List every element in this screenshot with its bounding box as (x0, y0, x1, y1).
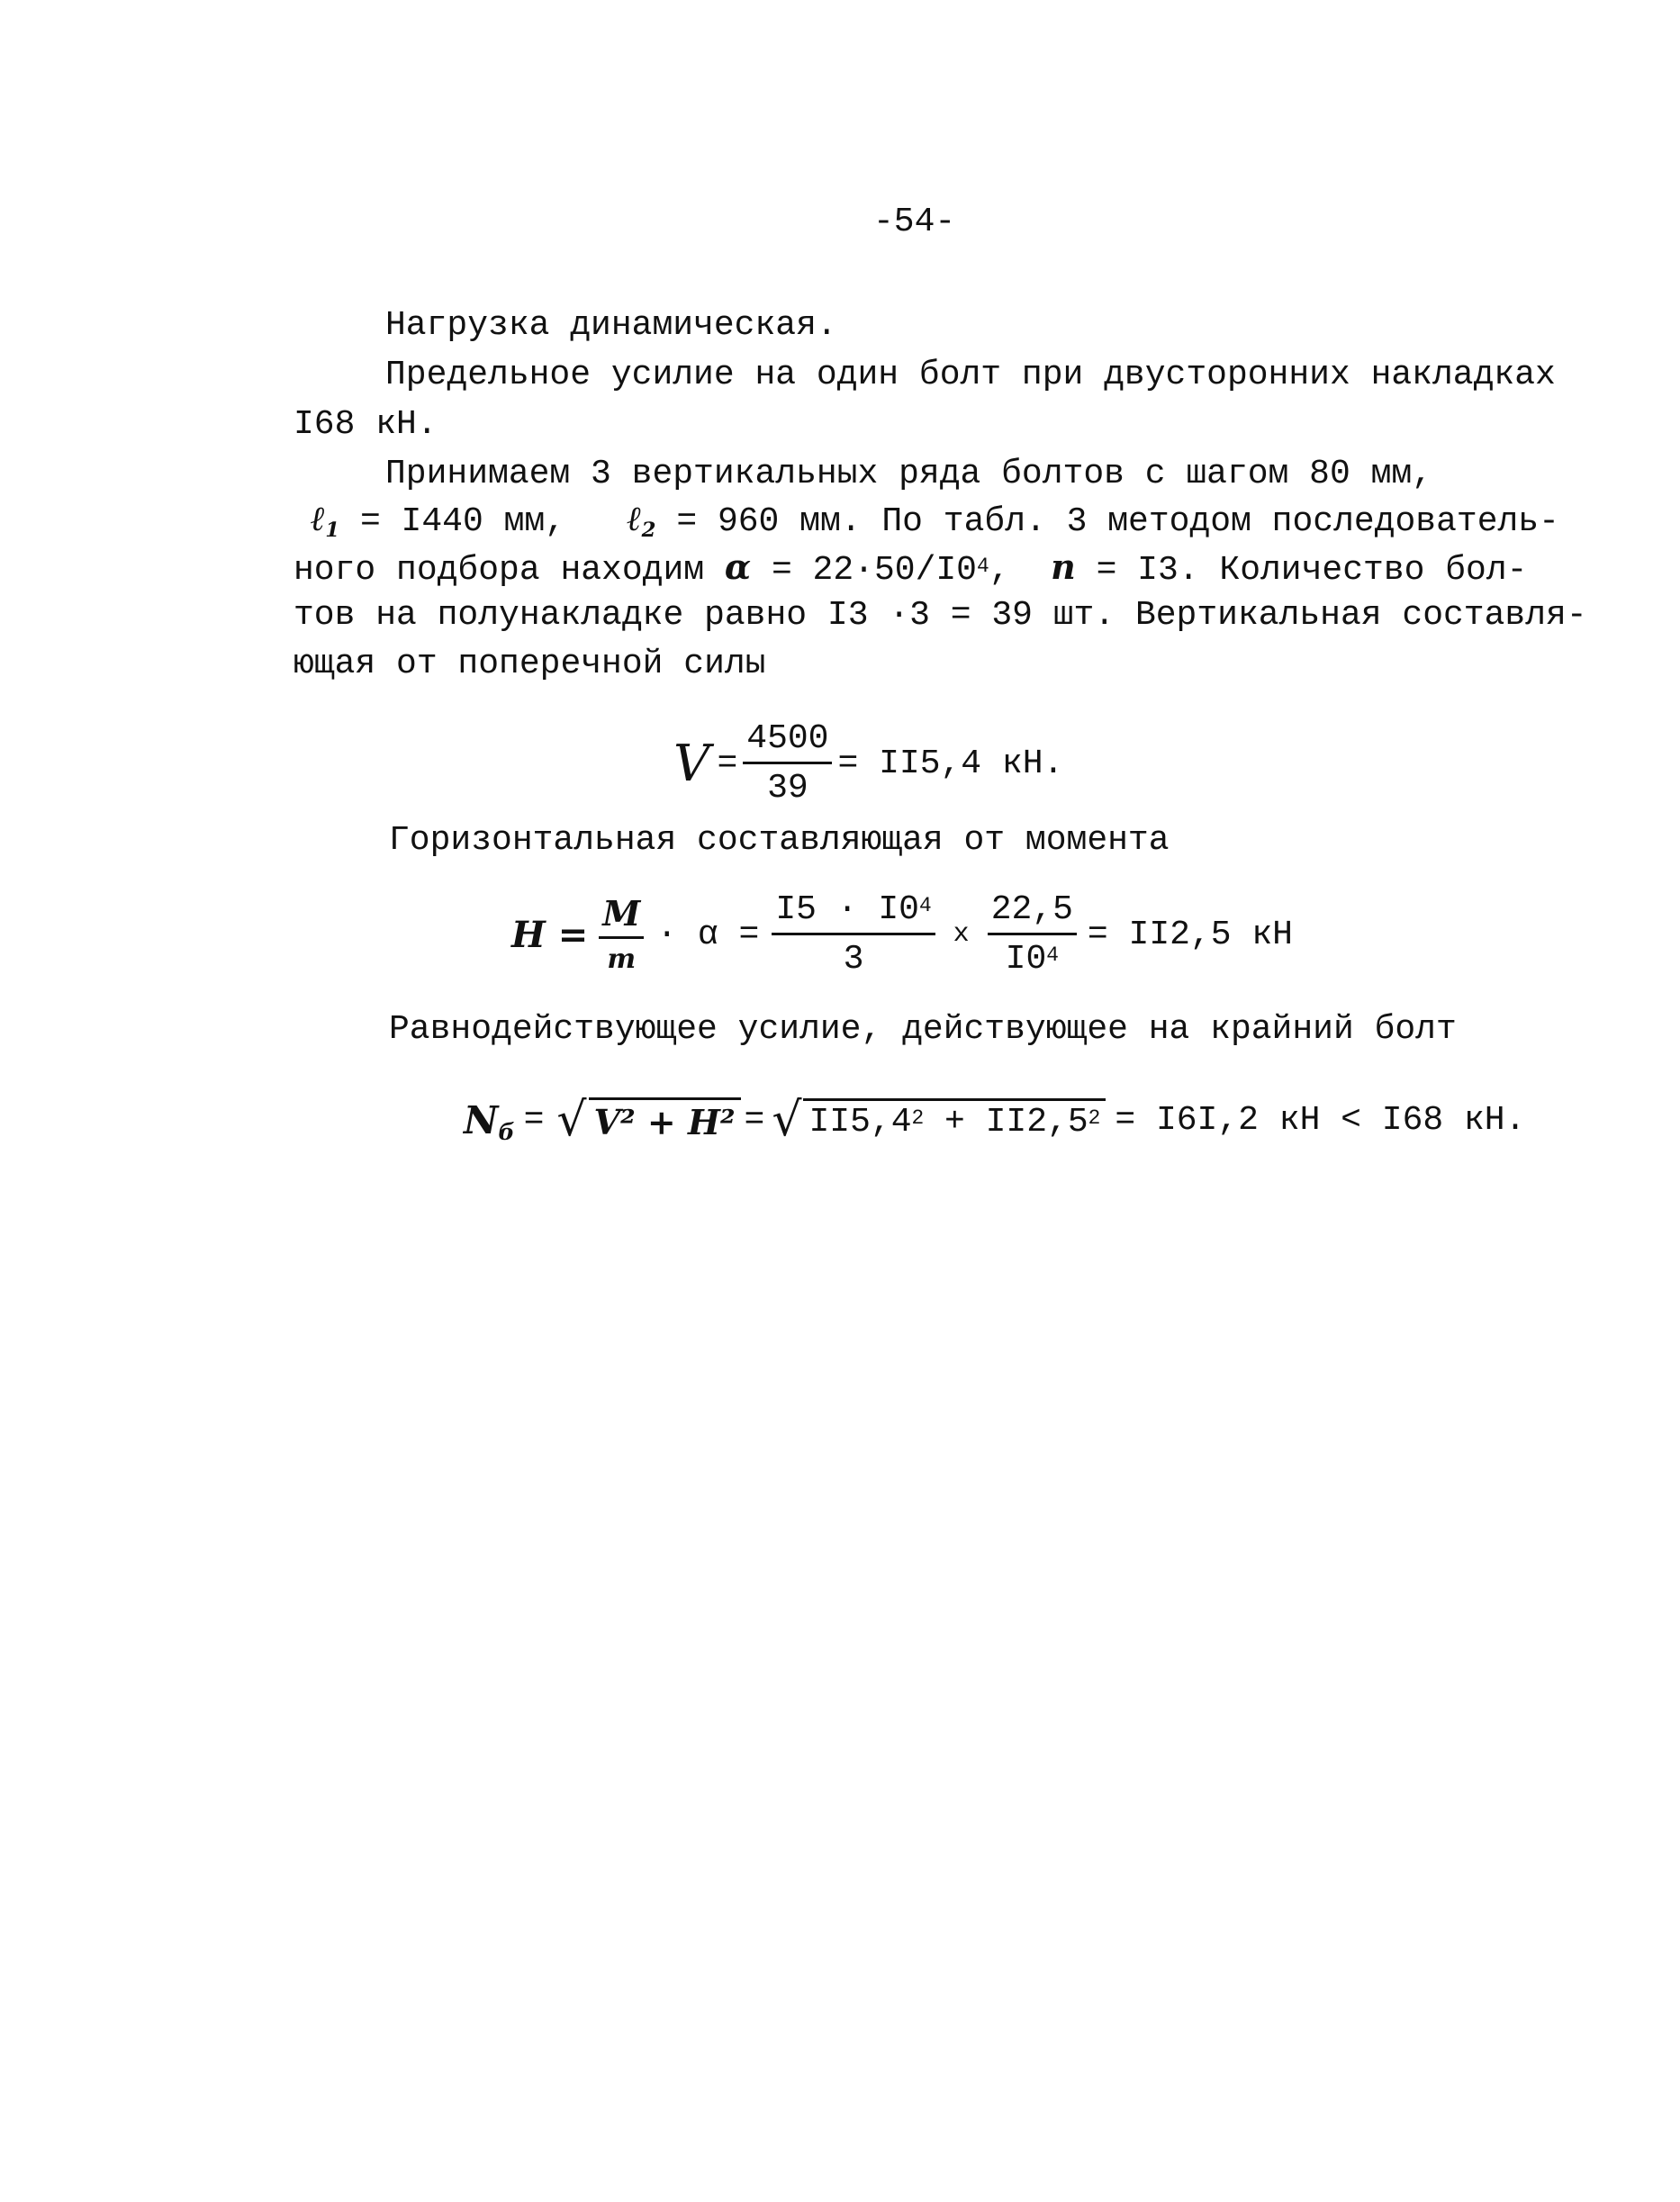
fraction-denominator: 3 (843, 939, 864, 979)
fraction (988, 891, 1077, 979)
fraction-denominator: $I0^4$ (1005, 939, 1059, 979)
eq-v-lhs: V (673, 734, 710, 793)
text-segment: = I3. Количество бол- (1096, 551, 1528, 590)
sqrt-content: V² + H² (589, 1097, 741, 1142)
text-line-with-alpha: ного подбора находим $\alpha = 22\cdot 50/I0^4$, n = I3. Количество бол- (294, 546, 1528, 590)
text-segment: ного подбора находим (294, 551, 705, 590)
eq-n-lhs: $N_б$ (464, 1097, 515, 1146)
eq-h-lhs: H = (511, 913, 589, 956)
times-sign: x (953, 919, 970, 951)
text-line: ющая от поперечной силы (294, 645, 766, 683)
sqrt-icon: √ (556, 1093, 587, 1147)
fraction-numerator: 22,5 (988, 891, 1077, 935)
eq-sign: = (717, 744, 738, 783)
text-line: I68 кН. (294, 405, 438, 444)
symbol-l1: ℓ$_1$ (311, 498, 340, 542)
text-segment: = 22·50/I0 (771, 551, 977, 590)
eq-v-result: = II5,4 кН. (837, 744, 1064, 783)
text-l1-value: = I440 мм, (359, 502, 565, 541)
exponent: 4 (977, 555, 989, 579)
symbol-l2: ℓ$_2$ (627, 498, 656, 542)
fraction-numerator: $I5 \cdot I0^4$ (772, 891, 935, 935)
fraction-numerator: M (599, 895, 644, 939)
eq-sign: = (523, 1100, 545, 1140)
symbol-alpha: α (724, 546, 752, 587)
fraction (743, 720, 832, 808)
page-number: -54- (873, 203, 956, 241)
fraction (772, 891, 935, 979)
text-line: Принимаем 3 вертикальных ряда болтов с шагом 80 мм, (385, 455, 1432, 493)
text-line: Предельное усилие на один болт при двусторонних накладках (385, 356, 1556, 394)
equation-v (673, 720, 1063, 808)
sqrt-content: $II5,4^2 + II2,5^2$ (803, 1098, 1106, 1142)
eq-h-result: = II2,5 кН (1087, 915, 1293, 954)
text-line-with-lengths (311, 498, 1559, 541)
text-l2-value: = 960 мм. По табл. 3 методом последователь- (676, 502, 1559, 541)
equation-h (511, 891, 1293, 979)
fraction-numerator: 4500 (743, 720, 832, 764)
equation-n (464, 1093, 1526, 1147)
sqrt-icon: √ (772, 1093, 802, 1147)
symbol-n: n (1051, 546, 1076, 587)
eq-h-mid: · α = (656, 915, 760, 954)
eq-n-result: = I6I,2 кН < I68 кН. (1115, 1100, 1526, 1140)
fraction-denominator: 39 (767, 768, 808, 808)
eq-sign: = (744, 1100, 765, 1140)
text-line: Равнодействующее усилие, действующее на крайний болт (389, 1010, 1457, 1049)
fraction (599, 895, 644, 974)
text-line: Горизонтальная составляющая от момента (389, 821, 1170, 860)
text-line: тов на полунакладке равно I3 ·3 = 39 шт. Вертикальная составля- (294, 596, 1587, 635)
text-line: Нагрузка динамическая. (385, 306, 837, 345)
fraction-denominator: m (607, 943, 637, 976)
